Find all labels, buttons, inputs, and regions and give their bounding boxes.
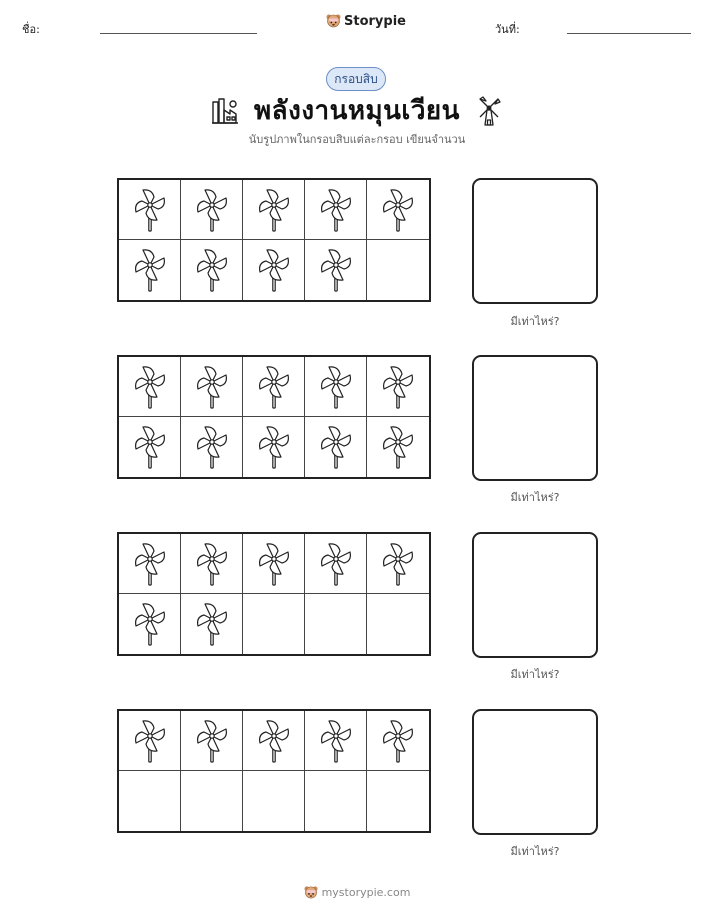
name-label: ชื่อ: (22, 23, 40, 36)
date-line[interactable] (567, 33, 691, 34)
frame-cell (305, 711, 367, 771)
pinwheel-icon (319, 364, 353, 410)
frame-cell (367, 711, 429, 771)
frame-cell (367, 180, 429, 240)
name-line[interactable] (100, 33, 257, 34)
question-prompt-3: มีเท่าไหร่? (510, 668, 560, 681)
windmill-icon (474, 95, 504, 127)
brand-logo (326, 13, 406, 29)
pinwheel-icon (195, 364, 229, 410)
pinwheel-icon (195, 424, 229, 470)
pinwheel-icon (319, 247, 353, 293)
pinwheel-icon (133, 718, 167, 764)
date-label: วันที่: (495, 23, 520, 36)
frame-cell (181, 417, 243, 477)
frame-cell (367, 357, 429, 417)
brand-name: Storypie (344, 13, 406, 29)
question-prompt-1: มีเท่าไหร่? (510, 315, 560, 328)
frame-cell (119, 594, 181, 654)
frame-cell (181, 357, 243, 417)
footer (0, 885, 714, 900)
frame-cell (181, 771, 243, 831)
pinwheel-icon (381, 424, 415, 470)
frame-cell (243, 357, 305, 417)
frame-cell (243, 711, 305, 771)
question-prompt-4: มีเท่าไหร่? (510, 845, 560, 858)
frame-cell (243, 417, 305, 477)
frame-cell (367, 417, 429, 477)
frame-cell (305, 357, 367, 417)
frame-cell (367, 240, 429, 300)
pinwheel-icon (319, 718, 353, 764)
frame-cell (119, 357, 181, 417)
pinwheel-icon (257, 541, 291, 587)
frame-cell (243, 180, 305, 240)
pinwheel-icon (257, 718, 291, 764)
frame-cell (119, 711, 181, 771)
ten-frame-4 (117, 709, 431, 833)
frame-cell (119, 180, 181, 240)
frame-cell (243, 240, 305, 300)
answer-box-2[interactable] (472, 355, 598, 481)
frame-cell (367, 594, 429, 654)
pinwheel-icon (257, 247, 291, 293)
pinwheel-icon (195, 718, 229, 764)
frame-cell (243, 771, 305, 831)
pinwheel-icon (381, 364, 415, 410)
frame-cell (181, 240, 243, 300)
pinwheel-icon (195, 247, 229, 293)
frame-cell (119, 771, 181, 831)
pinwheel-icon (133, 364, 167, 410)
frame-cell (305, 771, 367, 831)
frame-cell (181, 711, 243, 771)
pinwheel-icon (381, 541, 415, 587)
pinwheel-icon (133, 601, 167, 647)
frame-cell (181, 534, 243, 594)
pinwheel-icon (195, 601, 229, 647)
frame-cell (367, 534, 429, 594)
pinwheel-icon (257, 364, 291, 410)
pinwheel-icon (381, 718, 415, 764)
pinwheel-icon (257, 187, 291, 233)
answer-box-1[interactable] (472, 178, 598, 304)
pinwheel-icon (133, 424, 167, 470)
pinwheel-icon (319, 187, 353, 233)
pinwheel-icon (133, 187, 167, 233)
frame-cell (119, 534, 181, 594)
ten-frame-2 (117, 355, 431, 479)
ten-frame-3 (117, 532, 431, 656)
pinwheel-icon (319, 424, 353, 470)
factory-icon (210, 96, 240, 126)
footer-url: mystorypie.com (321, 886, 411, 899)
instructions: นับรูปภาพในกรอบสิบแต่ละกรอบ เขียนจำนวน (248, 133, 466, 146)
frame-cell (243, 594, 305, 654)
frame-cell (367, 771, 429, 831)
bear-mascot-icon (326, 13, 341, 29)
pinwheel-icon (381, 187, 415, 233)
frame-cell (119, 240, 181, 300)
ten-frame-1 (117, 178, 431, 302)
answer-box-3[interactable] (472, 532, 598, 658)
frame-cell (119, 417, 181, 477)
frame-cell (181, 594, 243, 654)
title-row (0, 90, 714, 131)
pinwheel-icon (133, 247, 167, 293)
frame-cell (305, 240, 367, 300)
frame-cell (243, 534, 305, 594)
topic-badge: กรอบสิบ (326, 67, 386, 91)
pinwheel-icon (257, 424, 291, 470)
pinwheel-icon (319, 541, 353, 587)
frame-cell (305, 180, 367, 240)
frame-cell (305, 594, 367, 654)
pinwheel-icon (195, 187, 229, 233)
question-prompt-2: มีเท่าไหร่? (510, 491, 560, 504)
pinwheel-icon (195, 541, 229, 587)
page-title: พลังงานหมุนเวียน (254, 96, 460, 126)
pinwheel-icon (133, 541, 167, 587)
frame-cell (305, 417, 367, 477)
frame-cell (305, 534, 367, 594)
answer-box-4[interactable] (472, 709, 598, 835)
frame-cell (181, 180, 243, 240)
bear-mascot-icon (304, 885, 318, 900)
